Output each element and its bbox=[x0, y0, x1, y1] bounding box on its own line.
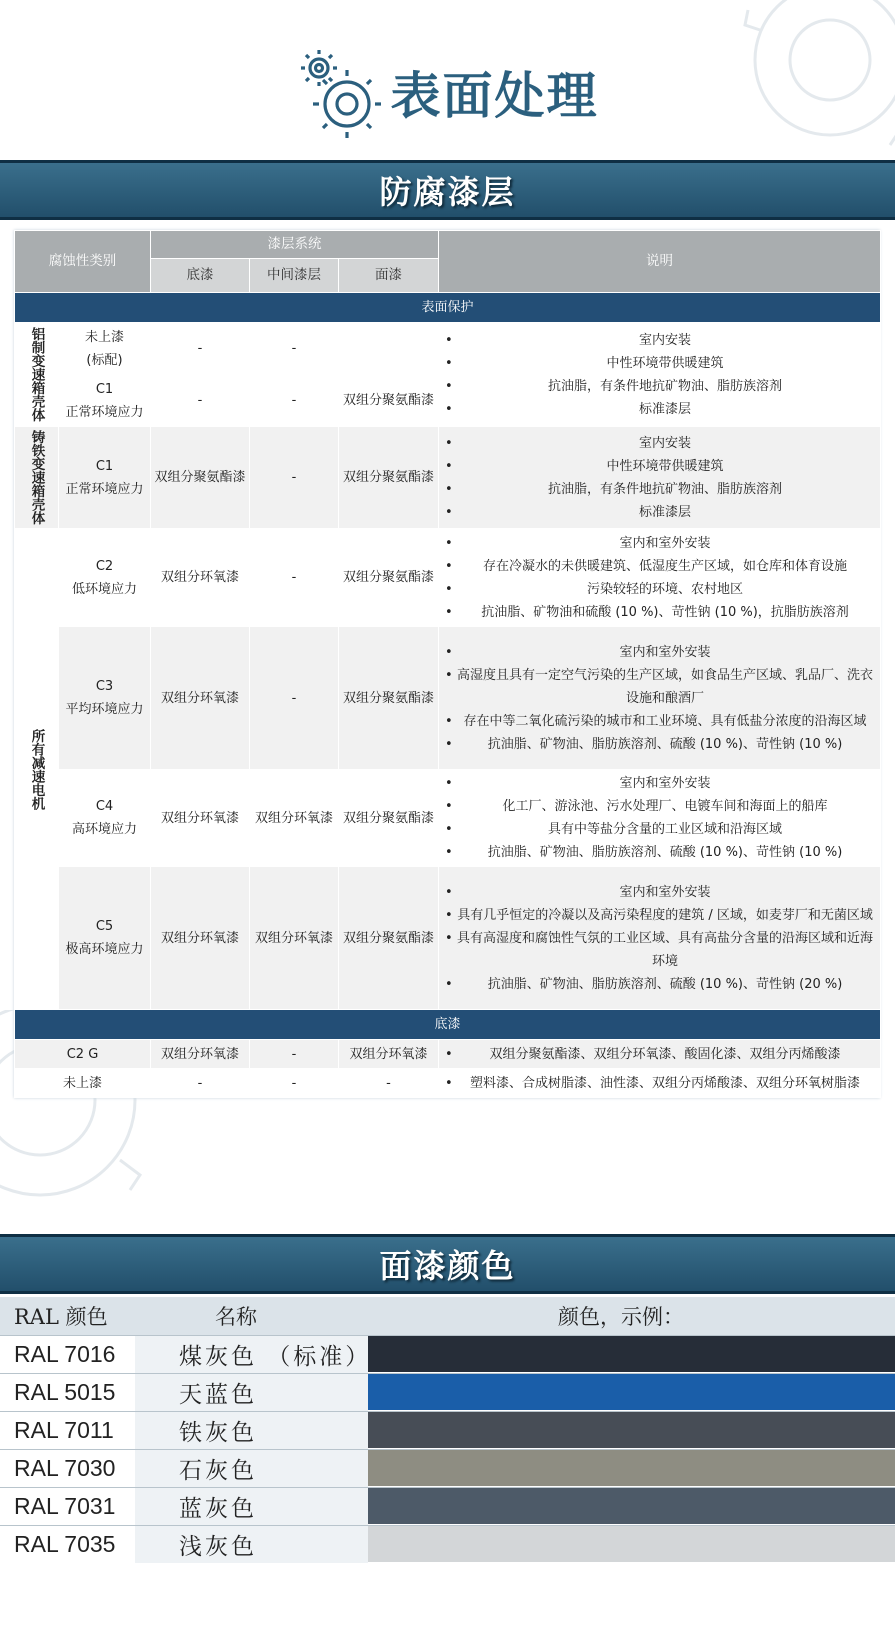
gear-icon bbox=[297, 46, 385, 138]
swatch-fill bbox=[368, 1526, 895, 1562]
section-title: 防腐漆层 bbox=[379, 173, 516, 211]
primer-cell: 双组分环氧漆 bbox=[151, 1040, 250, 1069]
description-item: • 具有高湿度和腐蚀性气氛的工业区域、具有高盐分含量的沿海区域和近海环境 bbox=[445, 927, 876, 973]
color-name: 铁灰色 bbox=[135, 1411, 368, 1449]
description-cell bbox=[439, 867, 881, 1010]
intermediate-cell: - bbox=[250, 323, 339, 375]
page-title bbox=[0, 42, 895, 142]
ral-code: RAL 7030 bbox=[0, 1449, 135, 1487]
swatch-fill bbox=[368, 1412, 895, 1448]
table-row bbox=[15, 529, 881, 627]
swatch-fill bbox=[368, 1450, 895, 1486]
intermediate-cell: 双组分环氧漆 bbox=[250, 867, 339, 1010]
description-item: • 具有几乎恒定的冷凝以及高污染程度的建筑 / 区域，如麦芽厂和无菌区域 bbox=[445, 904, 876, 927]
color-row bbox=[0, 1373, 895, 1411]
primer-cell: 双组分环氧漆 bbox=[151, 529, 250, 627]
header-corrosion-class: 腐蚀性类别 bbox=[15, 231, 151, 293]
table-row bbox=[15, 1040, 881, 1069]
description-item: • 存在冷凝水的未供暖建筑、低湿度生产区域，如仓库和体育设施 bbox=[445, 555, 876, 578]
table-row bbox=[15, 770, 881, 867]
swatch-fill bbox=[368, 1488, 895, 1524]
intermediate-cell: - bbox=[250, 529, 339, 627]
primer-cell: 双组分环氧漆 bbox=[151, 627, 250, 770]
primer-cell: 双组分聚氨酯漆 bbox=[151, 427, 250, 529]
color-swatch bbox=[368, 1335, 895, 1373]
description-cell bbox=[439, 427, 881, 529]
description-item: • 具有中等盐分含量的工业区域和沿海区域 bbox=[445, 818, 876, 841]
primer-cell: - bbox=[151, 1069, 250, 1098]
section-label: 底漆 bbox=[15, 1010, 881, 1040]
class-cell: 未上漆 (标配) bbox=[59, 323, 151, 375]
section-banner-anticorrosion bbox=[0, 160, 895, 220]
class-cell: C3 平均环境应力 bbox=[59, 627, 151, 770]
color-table bbox=[0, 1297, 895, 1563]
section-banner-topcoat-colors bbox=[0, 1234, 895, 1294]
description-item: • 抗油脂，有条件地抗矿物油、脂肪族溶剂 bbox=[445, 478, 876, 501]
primer-cell: 双组分环氧漆 bbox=[151, 770, 250, 867]
coating-table bbox=[14, 230, 881, 1098]
description-item: • 标准漆层 bbox=[445, 501, 876, 524]
class-cell: C1 正常环境应力 bbox=[59, 427, 151, 529]
header-ral: RAL 颜色 bbox=[0, 1297, 135, 1335]
description-item: • 室内和室外安装 bbox=[445, 881, 876, 904]
header-primer: 底漆 bbox=[151, 259, 250, 293]
color-swatch bbox=[368, 1449, 895, 1487]
class-cell: C5 极高环境应力 bbox=[59, 867, 151, 1010]
color-row bbox=[0, 1411, 895, 1449]
description-item: • 室内和室外安装 bbox=[445, 641, 876, 664]
class-cell: C2 低环境应力 bbox=[59, 529, 151, 627]
description-item: • 抗油脂、矿物油、脂肪族溶剂、硫酸 (10 %)、苛性钠 (10 %) bbox=[445, 733, 876, 756]
table-row bbox=[15, 323, 881, 375]
class-cell: 未上漆 bbox=[15, 1069, 151, 1098]
description-item: • 室内和室外安装 bbox=[445, 532, 876, 555]
primer-cell: - bbox=[151, 323, 250, 375]
header-name: 名称 bbox=[135, 1297, 368, 1335]
color-row bbox=[0, 1525, 895, 1563]
ral-code: RAL 7035 bbox=[0, 1525, 135, 1563]
description-item: • 标准漆层 bbox=[445, 398, 876, 421]
color-name: 煤灰色 （标准） bbox=[135, 1335, 368, 1373]
description-item: • 室内和室外安装 bbox=[445, 772, 876, 795]
description-item: • 抗油脂，有条件地抗矿物油、脂肪族溶剂 bbox=[445, 375, 876, 398]
topcoat-cell: 双组分聚氨酯漆 bbox=[339, 427, 439, 529]
group-aluminum bbox=[15, 323, 59, 427]
topcoat-cell: 双组分聚氨酯漆 bbox=[339, 529, 439, 627]
header-paint-system: 漆层系统 bbox=[151, 231, 439, 259]
description-item: • 抗油脂、矿物油、脂肪族溶剂、硫酸 (10 %)、苛性钠 (10 %) bbox=[445, 841, 876, 864]
intermediate-cell: 双组分环氧漆 bbox=[250, 770, 339, 867]
intermediate-cell: - bbox=[250, 1040, 339, 1069]
description-cell bbox=[439, 1040, 881, 1069]
coating-table-container bbox=[14, 230, 880, 1098]
topcoat-cell: 双组分环氧漆 bbox=[339, 1040, 439, 1069]
description-item: • 室内安装 bbox=[445, 329, 876, 352]
description-item: • 塑料漆、合成树脂漆、油性漆、双组分丙烯酸漆、双组分环氧树脂漆 bbox=[445, 1072, 876, 1095]
description-item: • 中性环境带供暖建筑 bbox=[445, 352, 876, 375]
description-cell bbox=[439, 627, 881, 770]
primer-cell: 双组分环氧漆 bbox=[151, 867, 250, 1010]
color-name: 蓝灰色 bbox=[135, 1487, 368, 1525]
intermediate-cell: - bbox=[250, 427, 339, 529]
color-name: 浅灰色 bbox=[135, 1525, 368, 1563]
color-swatch bbox=[368, 1487, 895, 1525]
topcoat-cell: 双组分聚氨酯漆 bbox=[339, 627, 439, 770]
header-example: 颜色，示例： bbox=[368, 1297, 895, 1335]
color-swatch bbox=[368, 1373, 895, 1411]
description-cell bbox=[439, 529, 881, 627]
group-all-motors bbox=[15, 529, 59, 1010]
table-row bbox=[15, 627, 881, 770]
description-item: • 抗油脂、矿物油和硫酸 (10 %)、苛性钠 (10 %)，抗脂肪族溶剂 bbox=[445, 601, 876, 624]
header-intermediate: 中间漆层 bbox=[250, 259, 339, 293]
description-item: • 抗油脂、矿物油、脂肪族溶剂、硫酸 (10 %)、苛性钠 (20 %) bbox=[445, 973, 876, 996]
ral-code: RAL 7016 bbox=[0, 1335, 135, 1373]
section-row-primer bbox=[15, 1010, 881, 1040]
header-description: 说明 bbox=[439, 231, 881, 293]
topcoat-cell bbox=[339, 323, 439, 375]
swatch-fill bbox=[368, 1336, 895, 1372]
topcoat-cell: 双组分聚氨酯漆 bbox=[339, 867, 439, 1010]
table-row bbox=[15, 427, 881, 529]
group-label: 铸铁变速箱壳体 bbox=[28, 430, 45, 525]
class-cell: C2 G bbox=[15, 1040, 151, 1069]
description-item: • 中性环境带供暖建筑 bbox=[445, 455, 876, 478]
header-topcoat: 面漆 bbox=[339, 259, 439, 293]
intermediate-cell: - bbox=[250, 375, 339, 427]
description-item: • 室内安装 bbox=[445, 432, 876, 455]
group-label: 所有减速电机 bbox=[28, 728, 45, 810]
class-cell: C4 高环境应力 bbox=[59, 770, 151, 867]
description-item: • 高湿度且具有一定空气污染的生产区域，如食品生产区域、乳品厂、洗衣设施和酿酒厂 bbox=[445, 664, 876, 710]
color-row bbox=[0, 1487, 895, 1525]
description-item: • 化工厂、游泳池、污水处理厂、电镀车间和海面上的船库 bbox=[445, 795, 876, 818]
ral-code: RAL 7031 bbox=[0, 1487, 135, 1525]
intermediate-cell: - bbox=[250, 627, 339, 770]
description-item: • 存在中等二氧化硫污染的城市和工业环境、具有低盐分浓度的沿海区域 bbox=[445, 710, 876, 733]
color-row bbox=[0, 1335, 895, 1373]
description-cell bbox=[439, 770, 881, 867]
topcoat-cell: - bbox=[339, 1069, 439, 1098]
section-row-surface bbox=[15, 293, 881, 323]
topcoat-cell: 双组分聚氨酯漆 bbox=[339, 375, 439, 427]
ral-code: RAL 5015 bbox=[0, 1373, 135, 1411]
description-cell bbox=[439, 1069, 881, 1098]
description-item: • 双组分聚氨酯漆、双组分环氧漆、酸固化漆、双组分丙烯酸漆 bbox=[445, 1043, 876, 1066]
color-row bbox=[0, 1449, 895, 1487]
group-label: 铝制变速箱壳体 bbox=[28, 327, 45, 422]
color-name: 石灰色 bbox=[135, 1449, 368, 1487]
primer-cell: - bbox=[151, 375, 250, 427]
section-label: 表面保护 bbox=[15, 293, 881, 323]
group-cast-iron bbox=[15, 427, 59, 529]
title-text: 表面处理 bbox=[390, 67, 599, 125]
swatch-fill bbox=[368, 1374, 895, 1410]
intermediate-cell: - bbox=[250, 1069, 339, 1098]
table-row bbox=[15, 1069, 881, 1098]
color-swatch bbox=[368, 1525, 895, 1563]
color-name: 天蓝色 bbox=[135, 1373, 368, 1411]
color-swatch bbox=[368, 1411, 895, 1449]
description-cell bbox=[439, 323, 881, 427]
table-row bbox=[15, 867, 881, 1010]
class-cell: C1 正常环境应力 bbox=[59, 375, 151, 427]
topcoat-cell: 双组分聚氨酯漆 bbox=[339, 770, 439, 867]
description-item: • 污染较轻的环境、农村地区 bbox=[445, 578, 876, 601]
ral-code: RAL 7011 bbox=[0, 1411, 135, 1449]
section-title: 面漆颜色 bbox=[379, 1247, 516, 1285]
